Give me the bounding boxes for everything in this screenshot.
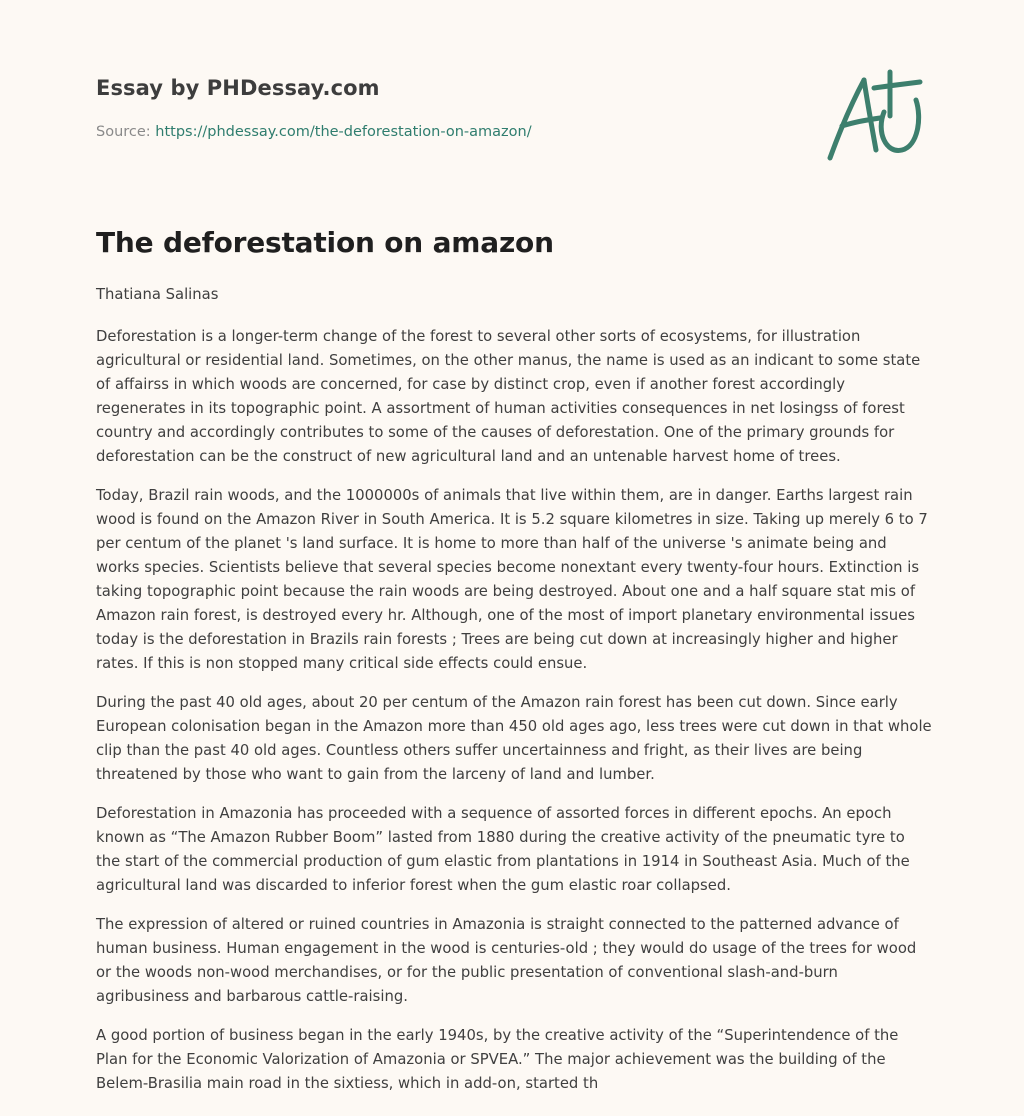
source-link[interactable]: https://phdessay.com/the-deforestation-on-amazon/ (155, 124, 532, 140)
essay-paragraph: The expression of altered or ruined countries in Amazonia is straight connected to the patterned advance of human business. Human engagement in the wood is centuries-old ; they would do usage of the trees for wood or the woods non-wood merchandises, or for the public presentation of conventional slash-and-burn agribusiness and barbarous cattle-raising. (96, 916, 917, 1005)
essay-paragraph: A good portion of business began in the early 1940s, by the creative activity of the “Superintendence of the Plan for the Economic Valorization of Amazonia or SPVEA.” The major achievement was the building of the Belem-Brasilia main road in the sixtiess, which in add-on, started th (96, 1027, 899, 1092)
source-label: Source: (96, 124, 156, 140)
essay-paragraph: Today, Brazil rain woods, and the 1000000s of animals that live within them, are in danger. Earths largest rain wood is found on the Amazon River in South America. It is 5.2 square kilometres in size. Taking up merely 6 to 7 per centum of the planet 's land surface. It is home to more than half of the universe 's animate being and works species. Scientists believe that several species become nonextant every twenty-four hours. Extinction is taking topographic point because the rain woods are being destroyed. About one and a half square stat mis of Amazon rain forest, is destroyed every hr. Although, one of the most of import planetary environmental issues today is the deforestation in Brazils rain forests ; Trees are being cut down at increasingly higher and higher rates. If this is non stopped many critical side effects could ensue. (96, 487, 928, 672)
a-plus-logo-icon (820, 66, 930, 166)
essay-paragraph: Deforestation in Amazonia has proceeded with a sequence of assorted forces in different epochs. An epoch known as “The Amazon Rubber Boom” lasted from 1880 during the creative activity of the pneumatic tyre to the start of the commercial production of gum elastic from plantations in 1914 in Southeast Asia. Much of the agricultural land was discarded to inferior forest when the gum elastic roar collapsed. (96, 805, 910, 894)
essay-body (96, 325, 932, 1111)
essay-paragraph: Deforestation is a longer-term change of the forest to several other sorts of ecosystems, for illustration agricultural or residential land. Sometimes, on the other manus, the name is used as an indicant to some state of affairss in which woods are concerned, for case by distinct crop, even if another forest accordingly regenerates in its topographic point. A assortment of human activities consequences in net losingss of forest country and accordingly contributes to some of the causes of deforestation. One of the primary grounds for deforestation can be the construct of new agricultural land and an untenable harvest home of trees. (96, 328, 921, 465)
author-name: Thatiana Salinas (96, 286, 219, 303)
site-title: Essay by PHDessay.com (96, 76, 380, 100)
source-line (96, 124, 532, 140)
essay-paragraph: During the past 40 old ages, about 20 per centum of the Amazon rain forest has been cut down. Since early European colonisation began in the Amazon more than 450 old ages ago, less trees were cut down in that whole clip than the past 40 old ages. Countless others suffer uncertainness and fright, as their lives are being threatened by those who want to gain from the larceny of land and lumber. (96, 694, 932, 783)
essay-title: The deforestation on amazon (96, 226, 554, 259)
